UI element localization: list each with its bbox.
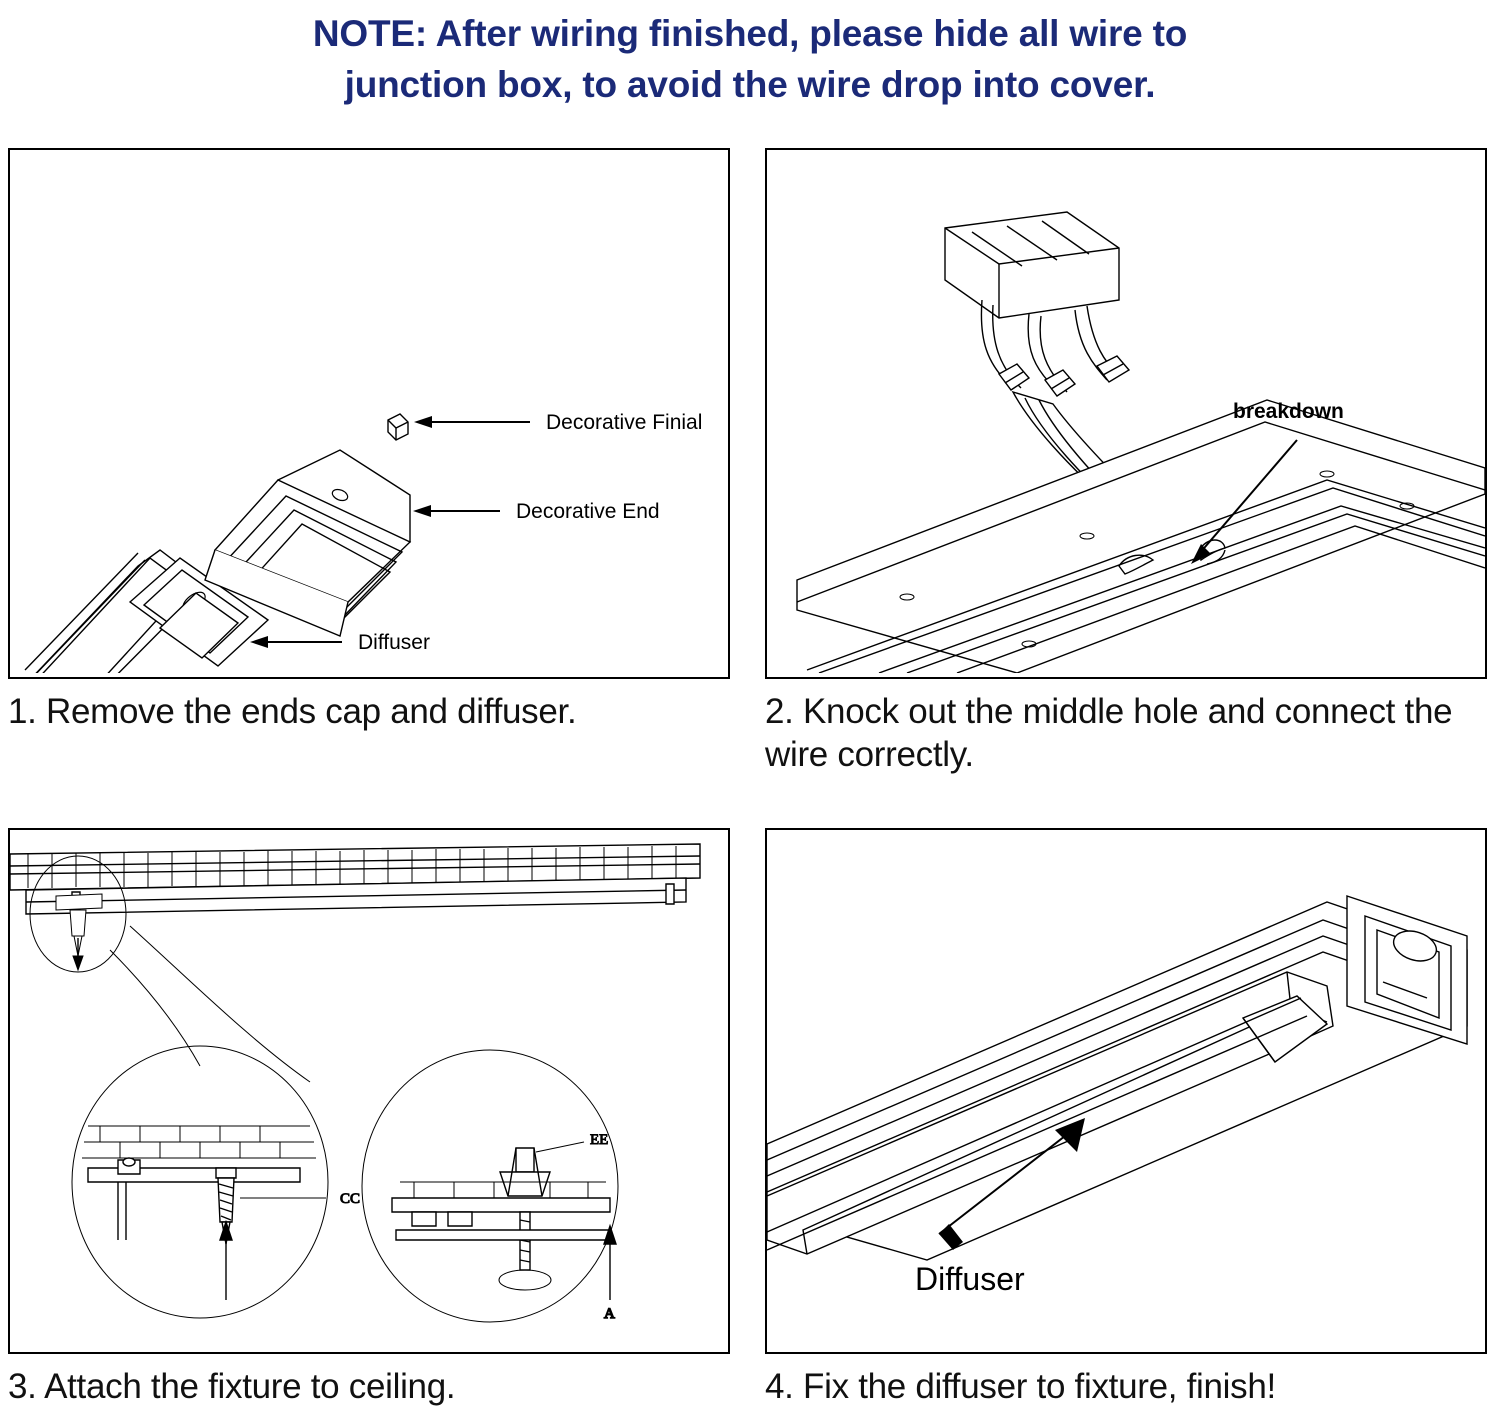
label-breakdown: breakdown	[1233, 400, 1344, 423]
label-diffuser-step4: Diffuser	[915, 1261, 1025, 1297]
step-3-illustration	[8, 828, 730, 1354]
step-3-caption: 3. Attach the fixture to ceiling.	[8, 1367, 456, 1406]
label-decorative-end: Decorative End	[516, 500, 660, 523]
note-line-2: junction box, to avoid the wire drop into cover.	[344, 64, 1156, 106]
step-1-illustration	[8, 148, 730, 679]
step-4-caption: 4. Fix the diffuser to fixture, finish!	[765, 1367, 1276, 1406]
label-decorative-finial: Decorative Finial	[546, 411, 703, 434]
label-diffuser: Diffuser	[358, 631, 430, 654]
step-1-caption: 1. Remove the ends cap and diffuser.	[8, 692, 577, 731]
callout-decorative-end	[413, 500, 660, 523]
note-line-1: NOTE: After wiring finished, please hide all wire to	[312, 13, 1188, 54]
step-2-cell	[765, 148, 1487, 776]
callout-decorative-finial	[414, 411, 702, 434]
step-4-cell	[765, 828, 1487, 1409]
step-1-cell	[8, 148, 730, 734]
step-4-drawing	[767, 830, 1485, 1348]
label-a: A	[604, 1306, 615, 1322]
step-4-illustration	[765, 828, 1487, 1354]
step-2-drawing	[767, 150, 1485, 673]
note-banner	[0, 8, 1500, 110]
label-cc: CC	[340, 1191, 361, 1207]
step-3-cell	[8, 828, 730, 1409]
step-3-drawing	[10, 830, 728, 1348]
step-1-drawing	[10, 150, 728, 673]
step-2-caption: 2. Knock out the middle hole and connect the wire correctly.	[765, 692, 1453, 774]
step-2-illustration	[765, 148, 1487, 679]
label-ee: EE	[590, 1132, 609, 1148]
